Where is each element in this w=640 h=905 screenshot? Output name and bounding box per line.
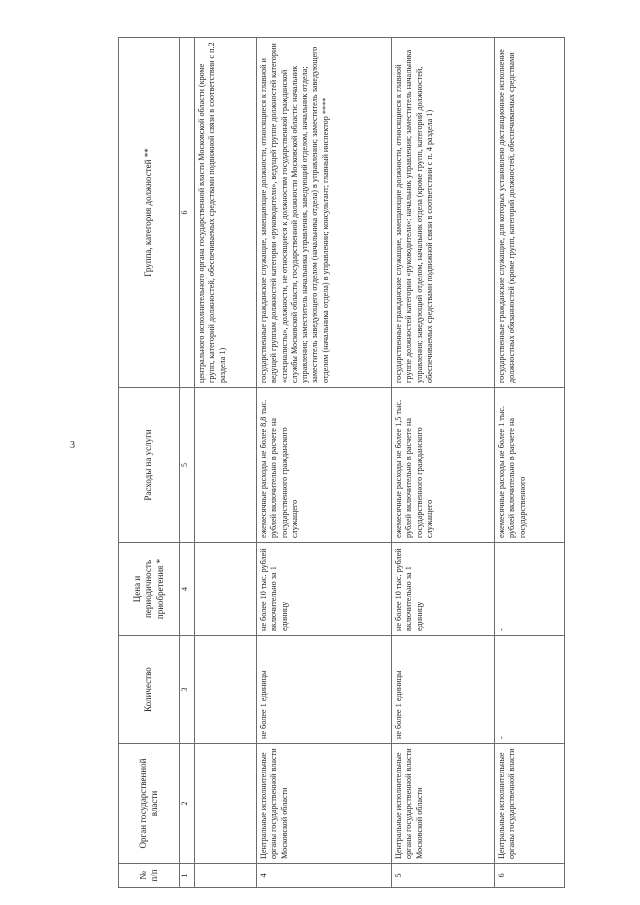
table-row xyxy=(257,38,392,888)
organ-cell: Центральные исполнительные органы государственной власти Московской области xyxy=(257,744,392,864)
header-number: № п/п xyxy=(119,864,180,888)
rotated-table-container xyxy=(118,38,578,888)
column-number: 6 xyxy=(180,38,195,388)
costs-table xyxy=(118,37,565,888)
row-number: 5 xyxy=(392,864,495,888)
table-row xyxy=(195,38,257,888)
group-cell: центрального исполнительного органа государственной власти Московской области (кроме групп, категорий должностей, обеспечиваемых средствами подвижной связи в соответствии с п.2 раздела 1) xyxy=(195,38,257,388)
quantity-cell xyxy=(195,636,257,744)
expenses-cell: ежемесячные расходы не более 1 тыс. рублей включительно в расчете на государственного xyxy=(495,388,565,543)
row-number: 4 xyxy=(257,864,392,888)
group-cell: государственные гражданские служащие, для которых установлено дистанционное исполнение должностных обязанностей (кроме групп, категорий должностей, обеспечиваемых средствами xyxy=(495,38,565,388)
column-number: 2 xyxy=(180,744,195,864)
table-row xyxy=(495,38,565,888)
quantity-cell: не более 1 единицы xyxy=(392,636,495,744)
expenses-cell: ежемесячные расходы не более 1,5 тыс. рублей включительно в расчете на государственного гражданского служащего xyxy=(392,388,495,543)
table-row xyxy=(392,38,495,888)
quantity-cell: - xyxy=(495,636,565,744)
header-group: Группа, категория должностей ** xyxy=(119,38,180,388)
price-cell: не более 10 тыс. рублей включительно за 1 единицу xyxy=(392,543,495,636)
row-number xyxy=(195,864,257,888)
page-number: 3 xyxy=(70,440,75,451)
header-row xyxy=(119,38,180,888)
column-number: 5 xyxy=(180,388,195,543)
organ-cell: Центральные исполнительные органы государственной власти xyxy=(495,744,565,864)
organ-cell: Центральные исполнительные органы государственной власти Московской области xyxy=(392,744,495,864)
group-cell: государственные гражданские служащие, замещающие должности, относящиеся к главной группе должностей категории «руководители»: начальник управления; заместитель начальника управления; заведующий отделом, начальник отдела (кроме групп, категорий должностей, обеспечиваемых средствами подвижной связи в соответствии с п. 4 раздела 1) xyxy=(392,38,495,388)
quantity-cell: не более 1 единицы xyxy=(257,636,392,744)
column-number-row xyxy=(180,38,195,888)
price-cell: не более 10 тыс. рублей включительно за 1 единицу xyxy=(257,543,392,636)
price-cell: - xyxy=(495,543,565,636)
header-quantity: Количество xyxy=(119,636,180,744)
column-number: 3 xyxy=(180,636,195,744)
header-expenses: Расходы на услуги xyxy=(119,388,180,543)
group-cell: государственные гражданские служащие, замещающие должности, относящиеся к главной и ведущей группам должностей категории «руководители», ведущей группе должностей категории «специалисты», должности, не относящиеся к должностям государственной гражданской службы Московской области, государственной должности Московской области: начальник управления; заместитель начальника управления, заведующий отделом, начальник отдела; заместитель заведующего отделом (начальника отдела) в управлении; заместитель заведующего отделом (начальника отдела) в управлении; консультант; главный инспектор **** xyxy=(257,38,392,388)
row-number: 6 xyxy=(495,864,565,888)
expenses-cell: ежемесячные расходы не более 8,8 тыс. рублей включительно в расчете на государственного гражданского служащего xyxy=(257,388,392,543)
column-number: 1 xyxy=(180,864,195,888)
organ-cell xyxy=(195,744,257,864)
price-cell xyxy=(195,543,257,636)
expenses-cell xyxy=(195,388,257,543)
header-organ: Орган государственной власти xyxy=(119,744,180,864)
header-price: Цена и периодичность приобретения * xyxy=(119,543,180,636)
column-number: 4 xyxy=(180,543,195,636)
